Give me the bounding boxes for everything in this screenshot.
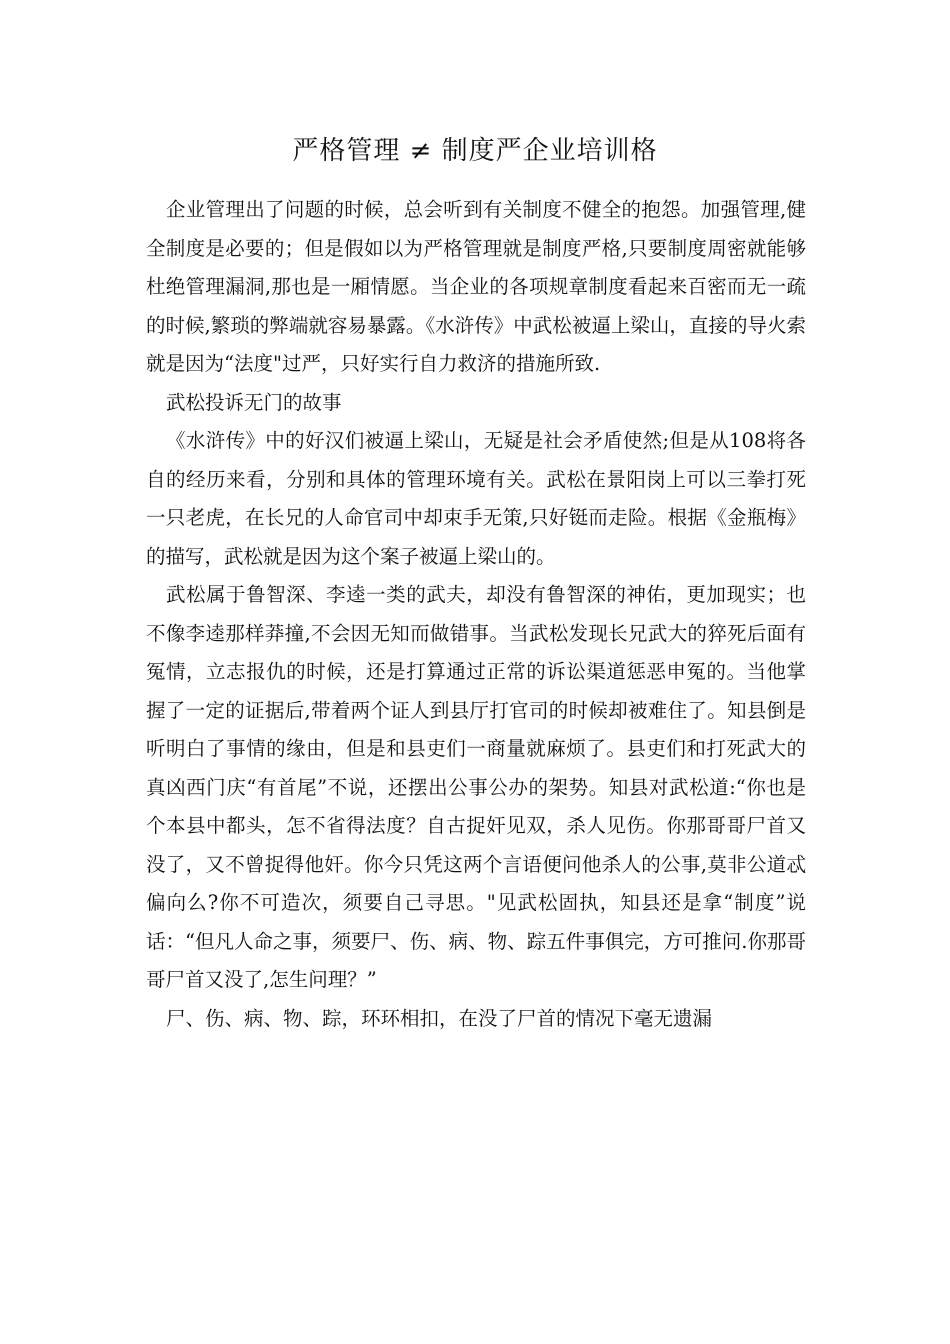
section-heading: 武松投诉无门的故事 [166,390,342,414]
paragraph-story: 武松属于鲁智深、李逵一类的武夫，却没有鲁智深的神佑，更加现实；也不像李逵那样莽撞,不会因无知而做错事。当武松发现长兄武大的猝死后面有冤情，立志报仇的时候，还是打算通过正常的诉讼渠道惩恶申冤的。当他掌握了一定的证据后,带着两个证人到县厅打官司的时候却被难住了。知县倒是听明白了事情的缘由，但是和县吏们一商量就麻烦了。县吏们和打死武大的真凶西门庆“有首尾”不说，还摆出公事公办的架势。知县对武松道:“你也是个本县中都头，怎不省得法度？自古捉奸见双，杀人见伤。你那哥哥尸首又没了，又不曾捉得他奸。你今只凭这两个言语便问他杀人的公事,莫非公道忒偏向么?你不可造次，须要自己寻思。"见武松固执，知县还是拿“制度”说话：“但凡人命之事，须要尸、伤、病、物、踪五件事俱完，方可推问.你那哥哥尸首又没了,怎生问理？” [146,583,806,991]
document-body [146,191,806,1038]
paragraph-continued: 尸、伤、病、物、踪，环环相扣，在没了尸首的情况下毫无遗漏 [166,1006,713,1030]
paragraph-intro: 企业管理出了问题的时候，总会听到有关制度不健全的抱怨。加强管理,健全制度是必要的；但是假如以为严格管理就是制度严格,只要制度周密就能够杜绝管理漏洞,那也是一厢情愿。当企业的各项规章制度看起来百密而无一疏的时候,繁琐的弊端就容易暴露。《水浒传》中武松被逼上梁山，直接的导火索就是因为“法度"过严，只好实行自力救济的措施所致. [146,198,806,375]
paragraph-background: 《水浒传》中的好汉们被逼上梁山，无疑是社会矛盾使然;但是从108将各自的经历来看，分别和具体的管理环境有关。武松在景阳岗上可以三拳打死一只老虎，在长兄的人命官司中却束手无策,只好铤而走险。根据《金瓶梅》的描写，武松就是因为这个案子被逼上梁山的。 [146,429,806,568]
document-title: 严格管理 ≠ 制度严企业培训格 [292,136,658,166]
